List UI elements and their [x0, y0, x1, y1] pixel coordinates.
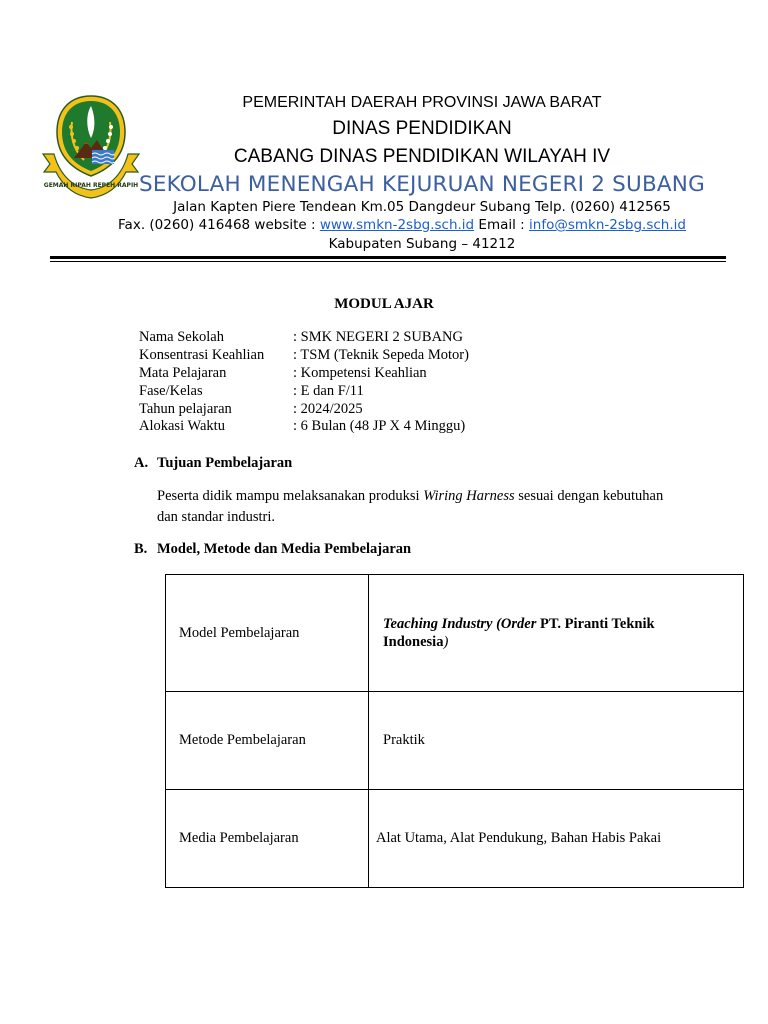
fax-text: Fax. (0260) 416468 website :	[118, 217, 320, 233]
header-divider-thick	[50, 256, 726, 259]
info-label: Mata Pelajaran	[139, 365, 227, 381]
info-label: Nama Sekolah	[139, 329, 224, 345]
table-cell-label: Model Pembelajaran	[166, 575, 369, 692]
section-a-title: Tujuan Pembelajaran	[157, 455, 293, 471]
website-link[interactable]: www.smkn-2sbg.sch.id	[319, 217, 475, 233]
table-row	[166, 790, 744, 888]
cell-italic-text: )	[443, 634, 449, 650]
table-cell-label: Metode Pembelajaran	[166, 692, 369, 790]
table-cell-label: Media Pembelajaran	[166, 790, 369, 888]
table-cell-value	[369, 575, 744, 692]
header-address: Jalan Kapten Piere Tendean Km.05 Dangdeur Subang Telp. (0260) 412565	[173, 199, 671, 215]
paragraph-italic-term: Wiring Harness	[423, 488, 515, 504]
cell-bold-text: PT. Piranti Teknik	[539, 616, 655, 632]
info-value: : 6 Bulan (48 JP X 4 Minggu)	[293, 418, 466, 434]
info-label: Fase/Kelas	[139, 383, 203, 399]
header-school-name: SEKOLAH MENENGAH KEJURUAN NEGERI 2 SUBANG	[139, 172, 705, 197]
info-value: : TSM (Teknik Sepeda Motor)	[293, 347, 469, 363]
table-row	[166, 692, 744, 790]
emblem-motto: GEMAH RIPAH REPEH RAPIH	[43, 182, 139, 189]
email-link[interactable]: info@smkn-2sbg.sch.id	[529, 217, 686, 233]
section-a-letter: A.	[134, 455, 149, 471]
section-b-letter: B.	[134, 541, 148, 557]
header-department-line: DINAS PENDIDIKAN	[332, 118, 512, 139]
cell-bold-text: Indonesia	[383, 634, 444, 650]
table-cell-value: Alat Utama, Alat Pendukung, Bahan Habis Pakai	[369, 790, 744, 888]
info-value: : SMK NEGERI 2 SUBANG	[293, 329, 463, 345]
header-divider-thin	[50, 261, 726, 262]
cell-italic-text: Teaching Industry (Order	[383, 616, 540, 632]
info-value: : Kompetensi Keahlian	[293, 365, 427, 381]
paragraph-text: dan standar industri.	[157, 509, 275, 525]
info-value: : 2024/2025	[293, 401, 363, 417]
paragraph-text: sesuai dengan kebutuhan	[514, 488, 664, 504]
header-branch-line: CABANG DINAS PENDIDIKAN WILAYAH IV	[233, 146, 611, 167]
document-title: MODUL AJAR	[334, 296, 434, 312]
learning-model-table	[165, 574, 744, 888]
email-label: Email :	[474, 217, 530, 233]
header-government-line: PEMERINTAH DAERAH PROVINSI JAWA BARAT	[242, 94, 602, 111]
table-row	[166, 575, 744, 692]
header-city: Kabupaten Subang – 41212	[328, 236, 516, 252]
info-label: Konsentrasi Keahlian	[139, 347, 265, 363]
section-b-title: Model, Metode dan Media Pembelajaran	[157, 541, 412, 557]
info-label: Tahun pelajaran	[139, 401, 232, 417]
info-label: Alokasi Waktu	[139, 418, 225, 434]
info-value: : E dan F/11	[293, 383, 364, 399]
table-cell-value: Praktik	[369, 692, 744, 790]
section-a-paragraph	[157, 486, 717, 528]
header-contact-line	[40, 217, 764, 233]
paragraph-text: Peserta didik mampu melaksanakan produksi	[157, 488, 424, 504]
